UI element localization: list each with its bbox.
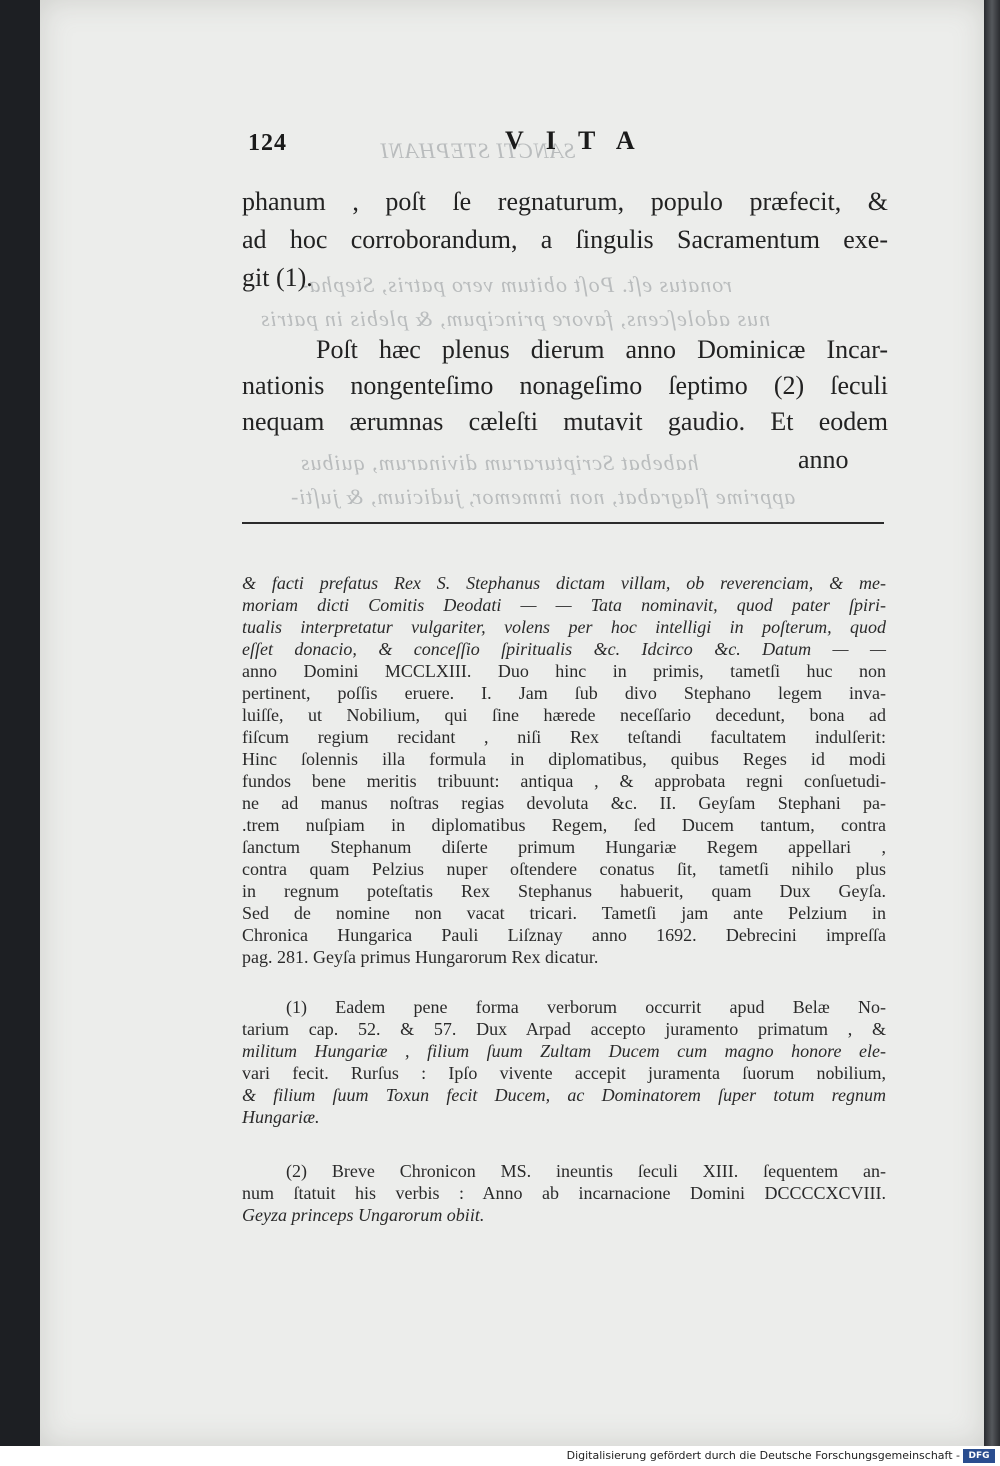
catchword: anno — [798, 445, 849, 474]
footnote-line: tualis interpretatur vulgariter, volens per hoc intelligi in poſterum, quod — [242, 617, 886, 637]
footnote-line: pag. 281. Geyſa primus Hungarorum Rex dicatur. — [242, 947, 599, 967]
footnote-line: Sed de nomine non vacat tricari. Tametſi jam ante Pelzium in — [242, 903, 886, 923]
footnote-line: eſſet donacio, & conceſſio ſpiritualis &c. Idcirco &c. Datum — — — [242, 639, 886, 659]
footnote-line: ſanctum Stephanum diſerte primum Hungariæ Regem appellari , — [242, 837, 886, 857]
footnote-2-line: (2) Breve Chronicon MS. ineuntis ſeculi XIII. ſequentem an- — [286, 1161, 886, 1181]
footnote-2-line: num ſtatuit his verbis : Anno ab incarnacione Domini DCCCCXCVIII. — [242, 1183, 886, 1203]
bleed-through-text: habebat Scripturarum divinarum, quibus — [300, 450, 699, 475]
bleed-through-text: ronatus eſt. Poſt obitum vero patris, Stepha- — [300, 272, 733, 297]
footnote-line: .trem nuſpiam in diplomatibus Regem, ſed Ducem tantum, contra — [242, 815, 886, 835]
footnote-line: Hinc ſolennis illa formula in diplomatibus, quibus Reges id modi — [242, 749, 886, 769]
footnote-line: contra quam Pelzius nuper oſtendere conatus ſit, tametſi nihilo plus — [242, 859, 886, 879]
book-spine — [984, 0, 1000, 1446]
main-text-line: Poſt hæc plenus dierum anno Dominicæ Incar- — [316, 335, 888, 364]
main-text-line: git (1). — [242, 263, 313, 292]
footnote-line: & facti prefatus Rex S. Stephanus dictam villam, ob reverenciam, & me- — [242, 573, 886, 593]
digitization-credit-bar — [0, 1446, 1000, 1466]
footnote-line: moriam dicti Comitis Deodati — — Tata nominavit, quod pater ſpiri- — [242, 595, 886, 615]
footnote-1-line: vari fecit. Rurſus : Ipſo vivente accepit juramenta ſuorum nobilium, — [242, 1063, 886, 1083]
footnote-line: pertinent, poſſis eruere. I. Jam ſub divo Stephano legem inva- — [242, 683, 886, 703]
main-text-line: ad hoc corroborandum, a ſingulis Sacramentum exe- — [242, 225, 888, 254]
footnote-1-line: (1) Eadem pene forma verborum occurrit apud Belæ No- — [286, 997, 886, 1017]
footnote-1-line: Hungariæ. — [242, 1107, 320, 1127]
running-head: V I T A — [505, 126, 643, 155]
bleed-through-text: SANCTI STEPHANI — [380, 138, 576, 163]
footnote-line: luiſſe, ut Nobilium, qui ſine hærede neceſſario decedunt, bona ad — [242, 705, 886, 725]
footnote-1-line: & filium ſuum Toxun fecit Ducem, ac Dominatorem ſuper totum regnum — [242, 1085, 886, 1105]
main-text-line: nequam ærumnas cæleſti mutavit gaudio. Et eodem — [242, 407, 888, 436]
footnote-1-line: tarium cap. 52. & 57. Dux Arpad accepto juramento primatum , & — [242, 1019, 886, 1039]
footnote-line: fiſcum regium recidant , niſi Rex teſtandi facultatem indulſerit: — [242, 727, 886, 747]
footnote-1-line: militum Hungariæ , filium ſuum Zultam Ducem cum magno honore ele- — [242, 1041, 886, 1061]
bleed-through-text: apprime flagrabat, non immemor, judicium, & juſti- — [290, 484, 796, 509]
main-text-line: phanum , poſt ſe regnaturum, populo præfecit, & — [242, 187, 888, 216]
dfg-logo[interactable]: DFG — [963, 1449, 995, 1463]
footnote-line: ne ad manus noſtras regias devoluta &c. II. Geyſam Stephani pa- — [242, 793, 886, 813]
footnote-line: Chronica Hungarica Pauli Liſznay anno 1692. Debrecini impreſſa — [242, 925, 886, 945]
footnote-rule — [242, 522, 884, 524]
main-text-line: nationis nongenteſimo nonageſimo ſeptimo (2) ſeculi — [242, 371, 888, 400]
footnote-line: fundos bene meritis tribuunt: antiqua , & approbata regni conſuetudi- — [242, 771, 886, 791]
page-number: 124 — [248, 130, 287, 156]
bleed-through-text: nus adoleſcens, favore principum, & plebis in patris — [260, 306, 771, 331]
footnote-2-line: Geyza princeps Ungarorum obiit. — [242, 1205, 485, 1225]
footnote-line: anno Domini MCCLXIII. Duo hinc in primis, tametſi huc non — [242, 661, 886, 681]
dfg-credit-text: Digitalisierung gefördert durch die Deutsche Forschungsgemeinschaft - — [566, 1449, 960, 1462]
footnote-line: in regnum poteſtatis Rex Stephanus habuerit, quam Dux Geyſa. — [242, 881, 886, 901]
